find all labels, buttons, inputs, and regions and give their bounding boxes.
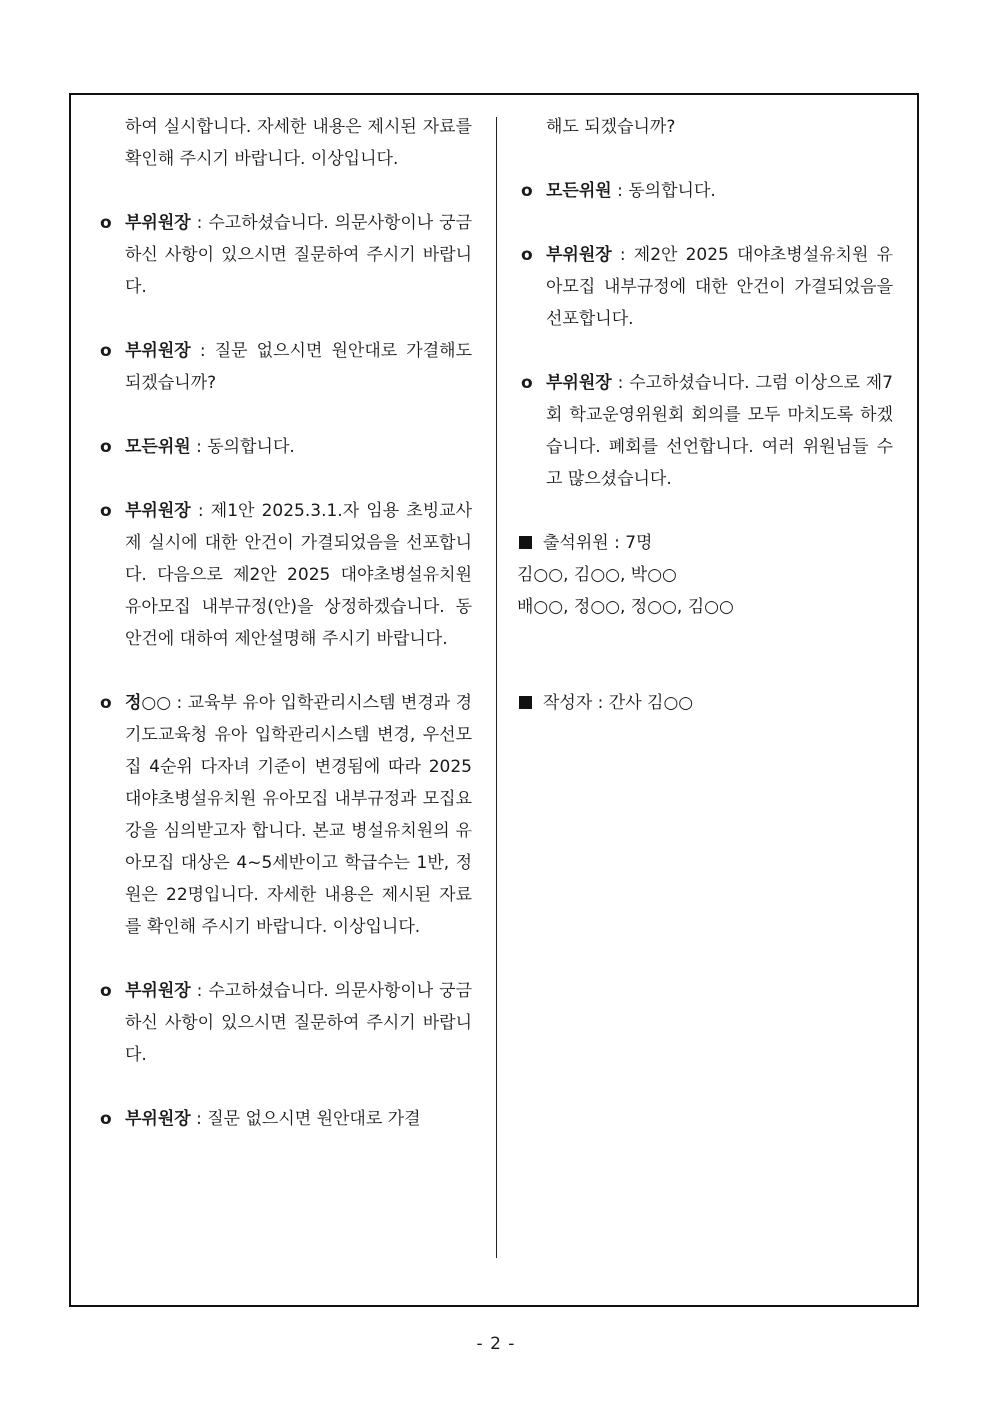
- minutes-entry: o 부위원장 : 수고하셨습니다. 의문사항이나 궁금하신 사항이 있으시면 질문하여 주시기 바랍니다.: [96, 207, 472, 303]
- bullet-marker: o: [521, 245, 533, 265]
- minutes-entry: o 부위원장 : 질문 없으시면 원안대로 가결해도 되겠습니까?: [96, 335, 472, 399]
- left-column: [96, 111, 472, 1135]
- attendance-heading: 출석위원 : 7명: [517, 527, 893, 559]
- entry-text: 질문 없으시면 원안대로 가결: [207, 1109, 421, 1129]
- speaker-name: 정○○: [125, 693, 172, 713]
- entry-text: 수고하셨습니다. 그럼 이상으로 제7회 학교운영위원회 회의를 모두 마치도록 하겠습니다. 폐회를 선언합니다. 여러 위원님들 수고 많으셨습니다.: [546, 373, 893, 489]
- continued-paragraph: 해도 되겠습니까?: [546, 117, 676, 137]
- speaker-name: 부위원장: [125, 981, 191, 1001]
- page-number: - 2 -: [476, 1334, 516, 1354]
- entry-text: 제2안 2025 대야초병설유치원 유아모집 내부규정에 대한 안건이 가결되었음을 선포합니다.: [546, 245, 893, 329]
- bullet-marker: o: [100, 213, 112, 233]
- square-bullet-icon: [519, 536, 532, 549]
- bullet-marker: o: [521, 373, 533, 393]
- attendance-list: 배○○, 정○○, 정○○, 김○○: [517, 597, 734, 617]
- speaker-name: 모든위원: [125, 437, 191, 457]
- minutes-entry: o 부위원장 : 제2안 2025 대야초병설유치원 유아모집 내부규정에 대한 안건이 가결되었음을 선포합니다.: [517, 239, 893, 335]
- square-bullet-icon: [519, 696, 532, 709]
- entry-text: 수고하셨습니다. 의문사항이나 궁금하신 사항이 있으시면 질문하여 주시기 바랍니다.: [125, 213, 472, 297]
- minutes-entry: o 부위원장 : 수고하셨습니다. 의문사항이나 궁금하신 사항이 있으시면 질문하여 주시기 바랍니다.: [96, 975, 472, 1071]
- entry-text: 교육부 유아 입학관리시스템 변경과 경기도교육청 유아 입학관리시스템 변경, 우선모집 4순위 다자녀 기준이 변경됨에 따라 2025 대야초병설유치원 유아모집 내부규정과 모집요강을 심의받고자 합니다. 본교 병설유치원의 유아모집 대상은 4~5세반이고 학급수는 1반, 정원은 22명입니다. 자세한 내용은 제시된 자료를 확인해 주시기 바랍니다. 이상입니다.: [125, 693, 473, 937]
- bullet-marker: o: [100, 693, 112, 713]
- entry-text: 질문 없으시면 원안대로 가결해도 되겠습니까?: [125, 341, 472, 393]
- bullet-marker: o: [100, 501, 112, 521]
- right-column: [517, 111, 893, 719]
- entry-text: 동의합니다.: [628, 181, 716, 201]
- bullet-marker: o: [100, 341, 112, 361]
- minutes-entry: o 정○○ : 교육부 유아 입학관리시스템 변경과 경기도교육청 유아 입학관리시스템 변경, 우선모집 4순위 다자녀 기준이 변경됨에 따라 2025 대야초병설유치원 유아모집 내부규정과 모집요강을 심의받고자 합니다. 본교 병설유치원의 유아모집 대상은 4~5세반이고 학급수는 1반, 정원은 22명입니다. 자세한 내용은 제시된 자료를 확인해 주시기 바랍니다. 이상입니다.: [96, 687, 472, 943]
- author-line: 작성자 : 간사 김○○: [517, 687, 893, 719]
- entry-text: 동의합니다.: [207, 437, 295, 457]
- attendance-list: 김○○, 김○○, 박○○: [517, 565, 677, 585]
- speaker-name: 부위원장: [125, 341, 191, 361]
- speaker-name: 부위원장: [546, 373, 612, 393]
- bullet-marker: o: [100, 1109, 112, 1129]
- minutes-entry: o 부위원장 : 수고하셨습니다. 그럼 이상으로 제7회 학교운영위원회 회의를 모두 마치도록 하겠습니다. 폐회를 선언합니다. 여러 위원님들 수고 많으셨습니다.: [517, 367, 893, 495]
- speaker-name: 부위원장: [125, 1109, 191, 1129]
- bullet-marker: o: [100, 981, 112, 1001]
- minutes-entry: o 모든위원 : 동의합니다.: [96, 431, 472, 463]
- speaker-name: 모든위원: [546, 181, 612, 201]
- bullet-marker: o: [100, 437, 112, 457]
- entry-text: 제1안 2025.3.1.자 임용 초빙교사제 실시에 대한 안건이 가결되었음을 선포합니다. 다음으로 제2안 2025 대야초병설유치원 유아모집 내부규정(안)을 상정하겠습니다. 동 안건에 대하여 제안설명해 주시기 바랍니다.: [125, 501, 472, 649]
- speaker-name: 부위원장: [125, 501, 191, 521]
- bullet-marker: o: [521, 181, 533, 201]
- minutes-entry: o 부위원장 : 제1안 2025.3.1.자 임용 초빙교사제 실시에 대한 안건이 가결되었음을 선포합니다. 다음으로 제2안 2025 대야초병설유치원 유아모집 내부규정(안)을 상정하겠습니다. 동 안건에 대하여 제안설명해 주시기 바랍니다.: [96, 495, 472, 655]
- minutes-entry: o 부위원장 : 질문 없으시면 원안대로 가결: [96, 1103, 472, 1135]
- speaker-name: 부위원장: [125, 213, 191, 233]
- speaker-name: 부위원장: [546, 245, 612, 265]
- column-divider: [496, 117, 497, 1258]
- continued-paragraph: 하여 실시합니다. 자세한 내용은 제시된 자료를 확인해 주시기 바랍니다. 이상입니다.: [125, 117, 472, 169]
- minutes-entry: o 모든위원 : 동의합니다.: [517, 175, 893, 207]
- entry-text: 수고하셨습니다. 의문사항이나 궁금하신 사항이 있으시면 질문하여 주시기 바랍니다.: [125, 981, 472, 1065]
